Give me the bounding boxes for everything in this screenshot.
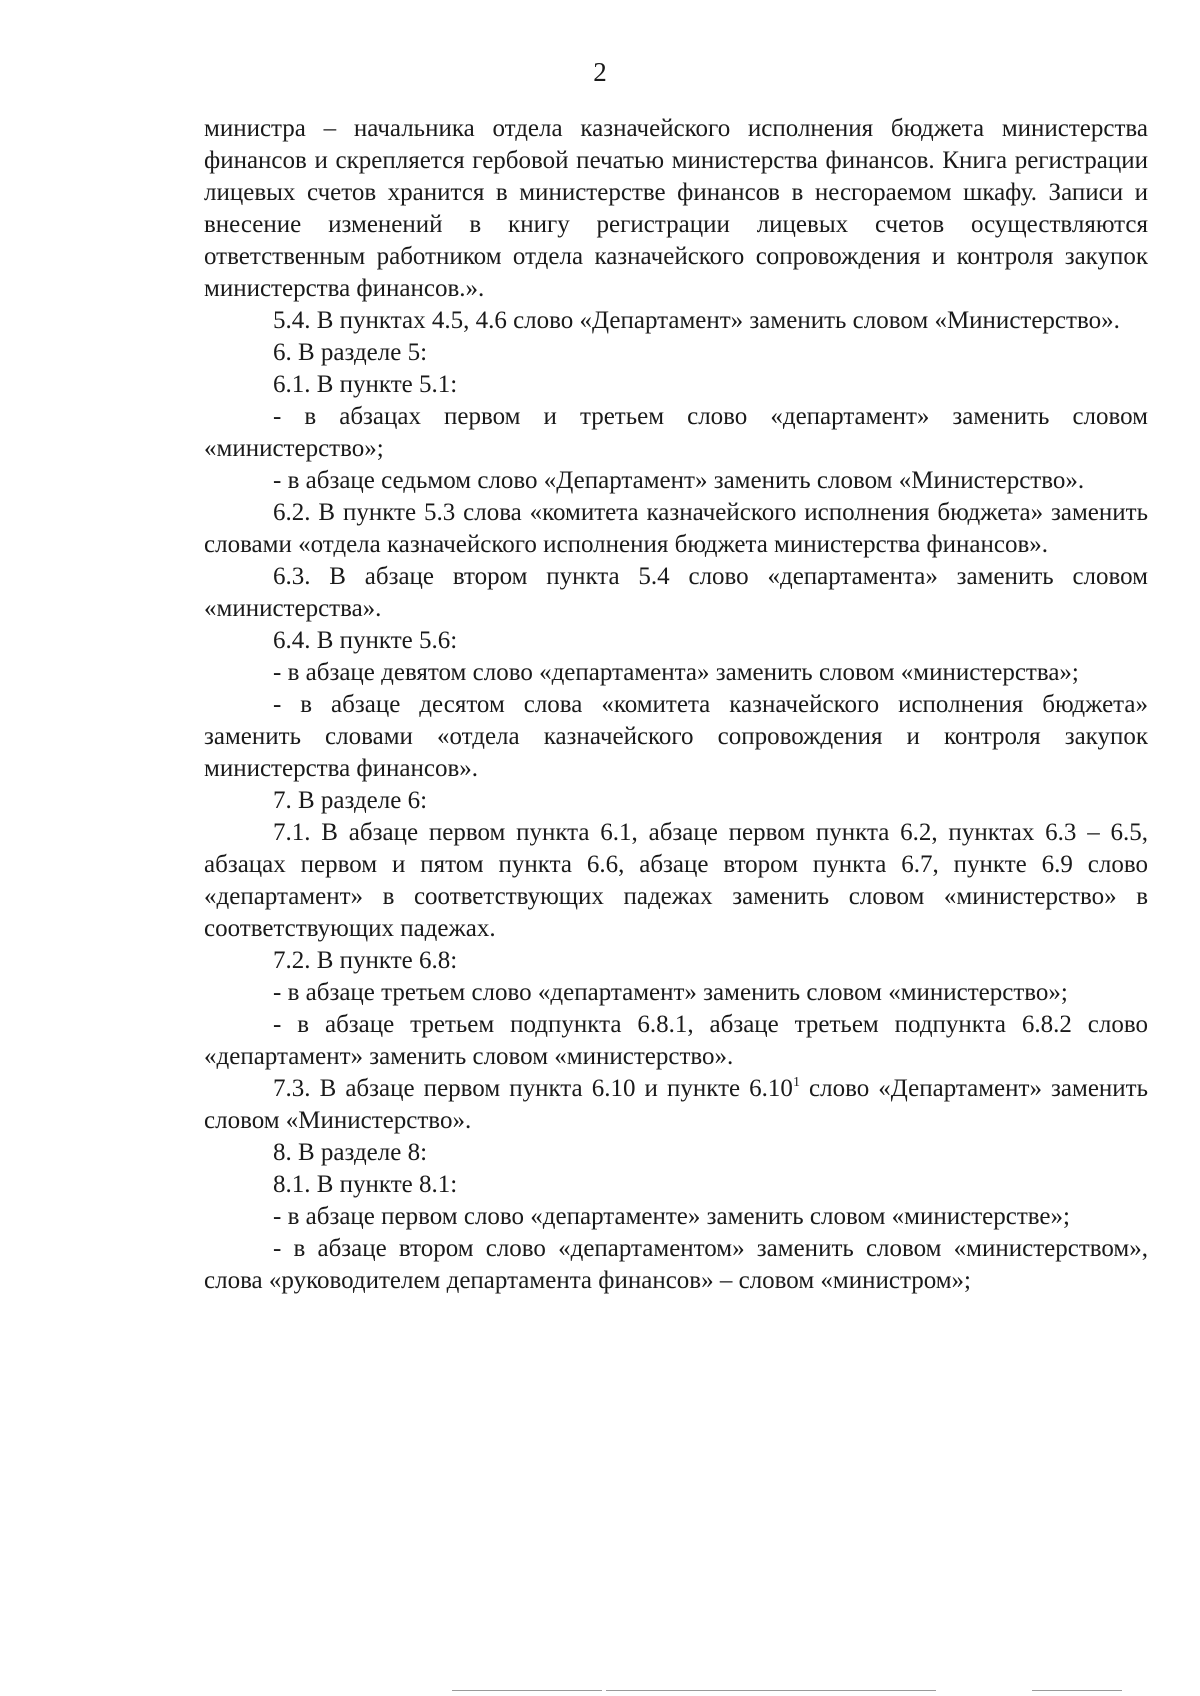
scan-edge-line [1032, 1690, 1122, 1691]
paragraph-6-4: 6.4. В пункте 5.6: [273, 627, 458, 654]
list-item: - в абзаце втором слово «департаментом» заменить словом «министерством», слова «руководителем департамента финансов» – словом «министром»; [204, 1235, 1148, 1294]
paragraph-8-1: 8.1. В пункте 8.1: [273, 1171, 458, 1198]
paragraph-7-3-text-before: 7.3. В абзаце первом пункта 6.10 и пункте 6.10 [273, 1075, 793, 1102]
scan-edge-line [606, 1690, 936, 1691]
list-item: - в абзаце первом слово «департаменте» заменить словом «министерстве»; [273, 1203, 1070, 1230]
list-item: - в абзаце десятом слова «комитета казначейского исполнения бюджета» заменить словами «отдела казначейского сопровождения и контроля закупок министерства финансов». [204, 691, 1148, 782]
scan-edge-line [452, 1690, 602, 1691]
list-item: - в абзацах первом и третьем слово «департамент» заменить словом «министерство»; [204, 403, 1148, 462]
paragraph-7-2: 7.2. В пункте 6.8: [273, 947, 458, 974]
paragraph-continuation: министра – начальника отдела казначейского исполнения бюджета министерства финансов и скрепляется гербовой печатью министерства финансов. Книга регистрации лицевых счетов хранится в министерстве финансов в несгораемом шкафу. Записи и внесение изменений в книгу регистрации лицевых счетов осуществляются ответственным работником отдела казначейского сопровождения и контроля закупок министерства финансов.». [204, 115, 1148, 302]
list-item: - в абзаце третьем слово «департамент» заменить словом «министерство»; [273, 979, 1068, 1006]
paragraph-5-4: 5.4. В пунктах 4.5, 4.6 слово «Департамент» заменить словом «Министерство». [273, 307, 1120, 334]
list-item: - в абзаце третьем подпункта 6.8.1, абзаце третьем подпункта 6.8.2 слово «департамент» заменить словом «министерство». [204, 1011, 1148, 1070]
paragraph-6-3: 6.3. В абзаце втором пункта 5.4 слово «департамента» заменить словом «министерства». [204, 563, 1148, 622]
section-8-heading: 8. В разделе 8: [273, 1139, 428, 1166]
paragraph-7-1: 7.1. В абзаце первом пункта 6.1, абзаце первом пункта 6.2, пунктах 6.3 – 6.5, абзацах первом и пятом пункта 6.6, абзаце втором пункта 6.7, пункте 6.9 слово «департамент» в соответствующих падежах заменить словом «министерство» в соответствующих падежах. [204, 819, 1148, 942]
document-body [204, 113, 1148, 1297]
paragraph-6-2: 6.2. В пункте 5.3 слова «комитета казначейского исполнения бюджета» заменить словами «отдела казначейского исполнения бюджета министерства финансов». [204, 499, 1148, 558]
superscript-1: 1 [792, 1075, 800, 1090]
page-number: 2 [593, 57, 607, 87]
paragraph-7-3-text-after: слово «Департамент» заменить словом «Министерство». [204, 1075, 1149, 1134]
section-7-heading: 7. В разделе 6: [273, 787, 428, 814]
paragraph-6-1: 6.1. В пункте 5.1: [273, 371, 458, 398]
paragraph-7-3 [204, 1073, 1148, 1137]
list-item: - в абзаце девятом слово «департамента» заменить словом «министерства»; [273, 659, 1079, 686]
section-6-heading: 6. В разделе 5: [273, 339, 428, 366]
list-item: - в абзаце седьмом слово «Департамент» заменить словом «Министерство». [273, 467, 1085, 494]
